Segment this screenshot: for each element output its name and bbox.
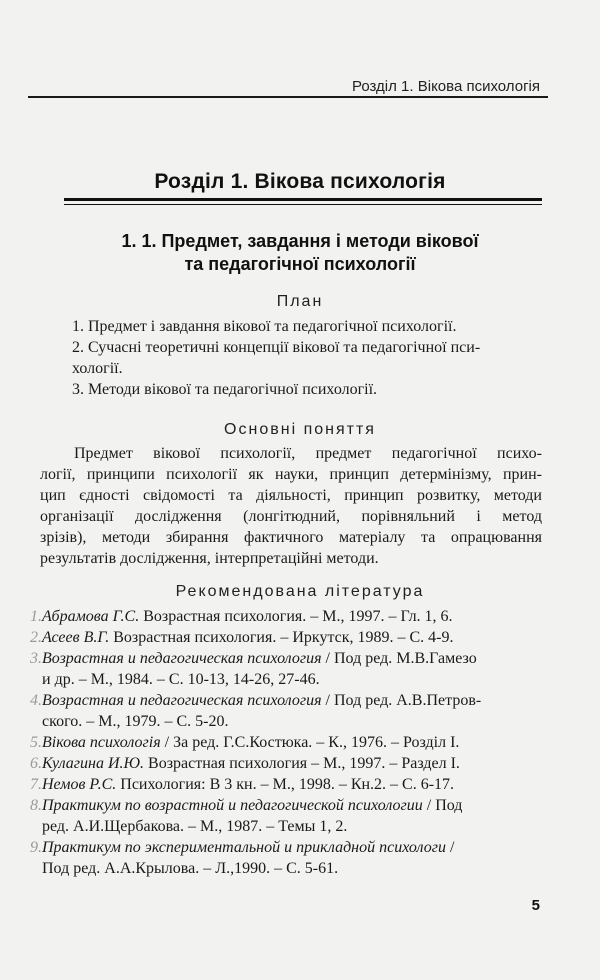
section-title-line-1: 1. 1. Предмет, завдання і методи вікової	[121, 231, 479, 251]
reference-author: Немов Р.С.	[42, 776, 117, 793]
reference-line	[30, 795, 542, 816]
reference-line	[30, 690, 542, 711]
section-title	[0, 230, 600, 276]
plan-item: 2. Сучасні теоретичні концепції вікової та педагогічної пси-	[72, 339, 481, 356]
reference-author: Кулагина И.Ю.	[42, 755, 145, 772]
reference-author: Вікова психологія	[42, 734, 161, 751]
reference-line	[30, 816, 542, 837]
reference-number: 3.	[30, 650, 42, 667]
running-head: Розділ 1. Вікова психологія	[351, 78, 540, 95]
reference-text: / Под ред. М.В.Гамезо	[321, 650, 477, 667]
plan-list	[72, 316, 544, 400]
reference-line	[30, 858, 542, 879]
reference-line	[30, 837, 542, 858]
reference-text: / Под	[422, 797, 463, 814]
reference-line	[30, 669, 542, 690]
reference-line	[30, 732, 542, 753]
reference-author: Практикум по возрастной и педагогической психологии	[42, 797, 423, 814]
chapter-rule-thick	[64, 198, 542, 201]
plan-item: хології.	[72, 360, 123, 377]
concepts-line: цип єдності свідомості та діяльності, принцип розвитку, методи	[40, 487, 542, 504]
concepts-line: результатів дослідження, інтерпретаційні методи.	[40, 550, 379, 567]
reference-text: ского. – М., 1979. – С. 5-20.	[42, 713, 229, 730]
reference-text: Психология: В 3 кн. – М., 1998. – Кн.2. – С. 6-17.	[116, 776, 455, 793]
reference-number: 2.	[30, 629, 42, 646]
reference-author: Возрастная и педагогическая психология	[42, 692, 322, 709]
reference-text: Возрастная психология. – М., 1997. – Гл. 1, 6.	[139, 608, 453, 625]
section-title-line-2: та педагогічної психології	[184, 254, 416, 274]
chapter-title: Розділ 1. Вікова психологія	[154, 170, 446, 193]
reference-text: ред. А.И.Щербакова. – М., 1987. – Темы 1, 2.	[42, 818, 348, 835]
reference-author: Практикум по экспериментальной и прикладной психологи	[42, 839, 446, 856]
reference-author: Возрастная и педагогическая психология	[42, 650, 322, 667]
concepts-paragraph	[40, 443, 542, 569]
page-number: 5	[531, 897, 540, 914]
reference-text: Возрастная психология – М., 1997. – Раздел І.	[144, 755, 460, 772]
reference-number: 4.	[30, 692, 42, 709]
concepts-line: Предмет вікової психології, предмет педагогічної психо-	[74, 445, 542, 462]
plan-heading: План	[276, 293, 324, 310]
plan-item: 3. Методи вікової та педагогічної психології.	[72, 381, 378, 398]
reference-text: / Под ред. А.В.Петров-	[321, 692, 482, 709]
concepts-line: зрізів), методи збирання фактичного матеріалу та опрацювання	[40, 529, 542, 546]
reference-author: Абрамова Г.С.	[42, 608, 140, 625]
reference-author: Асеев В.Г.	[42, 629, 110, 646]
reference-number: 1.	[30, 608, 42, 625]
reference-line	[30, 606, 542, 627]
reference-number: 8.	[30, 797, 42, 814]
concepts-heading: Основні поняття	[224, 421, 376, 438]
literature-heading: Рекомендована література	[175, 583, 425, 600]
header-rule	[28, 96, 548, 98]
chapter-rule-thin	[64, 204, 542, 205]
reference-text: /	[445, 839, 455, 856]
reference-number: 9.	[30, 839, 42, 856]
reference-line	[30, 711, 542, 732]
literature-list	[30, 606, 542, 879]
reference-text: Под ред. А.А.Крылова. – Л.,1990. – С. 5-61.	[42, 860, 339, 877]
reference-number: 6.	[30, 755, 42, 772]
reference-number: 5.	[30, 734, 42, 751]
reference-text: Возрастная психология. – Иркутск, 1989. – С. 4-9.	[109, 629, 454, 646]
concepts-line: організації дослідження (лонгітюдний, порівняльний і метод	[40, 508, 542, 525]
reference-text: / За ред. Г.С.Костюка. – К., 1976. – Розділ І.	[160, 734, 460, 751]
reference-number: 7.	[30, 776, 42, 793]
reference-line	[30, 648, 542, 669]
reference-text: и др. – М., 1984. – С. 10-13, 14-26, 27-46.	[42, 671, 320, 688]
plan-item: 1. Предмет і завдання вікової та педагогічної психології.	[72, 318, 457, 335]
reference-line	[30, 753, 542, 774]
concepts-line: логії, принципи психології як науки, принцип детермінізму, прин-	[40, 466, 542, 483]
reference-line	[30, 774, 542, 795]
reference-line	[30, 627, 542, 648]
